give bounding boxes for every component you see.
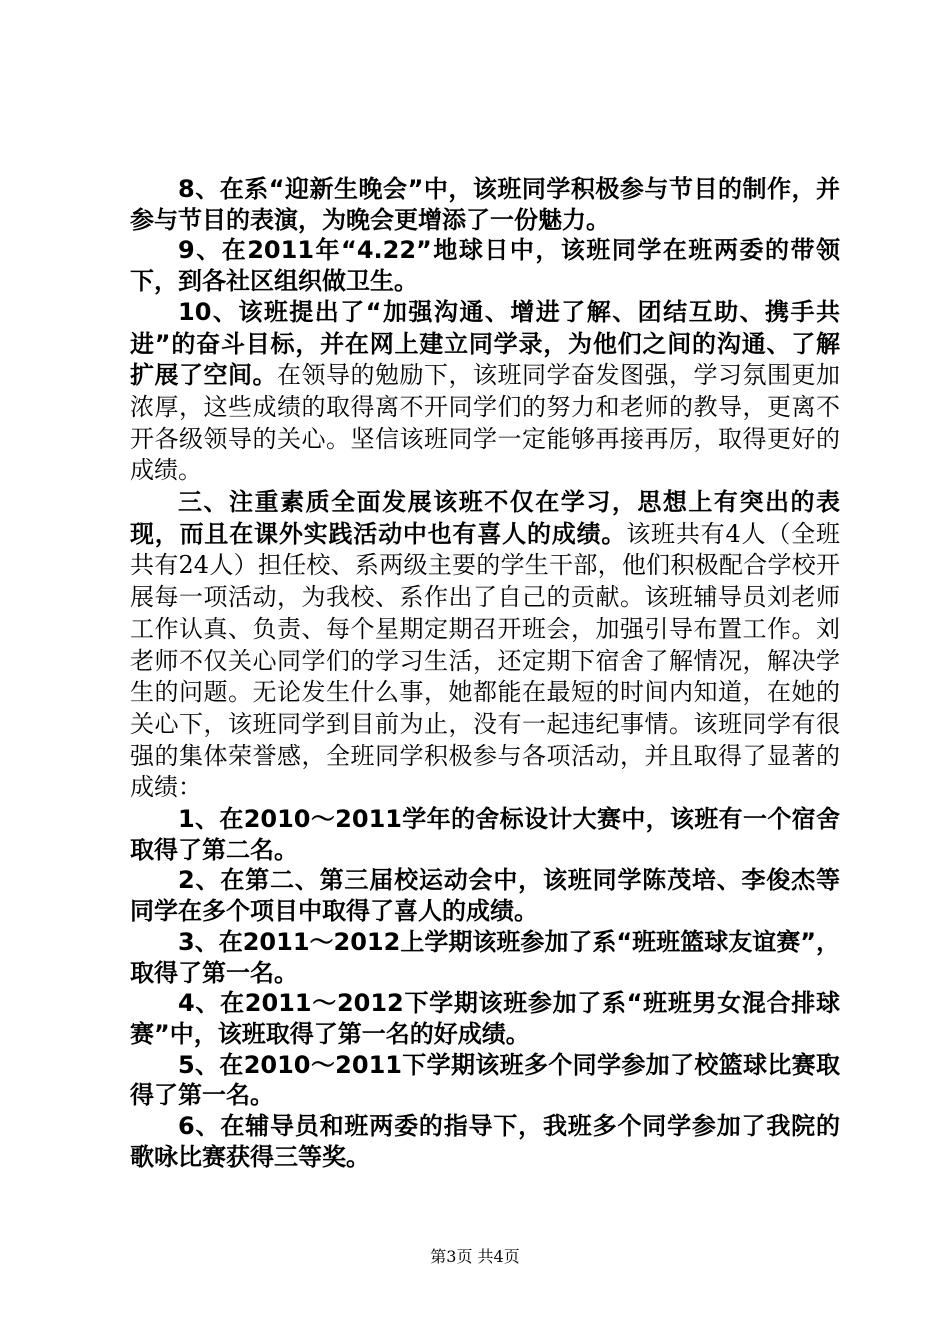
paragraph-text: 9、在2011年“4.22”地球日中，该班同学在班两委的带领下，到各社区组织做卫生。 [130, 236, 840, 296]
paragraph-text: 5、在2010～2011下学期该班多个同学参加了校篮球比赛取得了第一名。 [130, 1050, 840, 1110]
paragraph-plain-text: 该班共有4人（全班共有24人）担任校、系两级主要的学生干部，他们积极配合学校开展每一项活动，为我校、系作出了自己的贡献。该班辅导员刘老师工作认真、负责、每个星期定期召开班会，加强引导布置工作。刘老师不仅关心同学们的学习生活，还定期下宿舍了解情况，解决学生的问题。无论发生什么事，她都能在最短的时间内知道，在她的关心下，该班同学到目前为止，没有一起违纪事情。该班同学有很强的集体荣誉感，全班同学积极参与各项活动，并且取得了显著的成绩： [130, 519, 840, 802]
page-number-footer: 第3页 共4页 [430, 1247, 520, 1266]
paragraph-item-9 [130, 235, 840, 296]
paragraph-text: 2、在第二、第三届校运动会中，该班同学陈茂培、李俊杰等同学在多个项目中取得了喜人的成绩。 [130, 866, 840, 926]
document-body [130, 174, 840, 1173]
achievement-item-5 [130, 1050, 840, 1111]
achievement-item-4 [130, 988, 840, 1049]
paragraph-section-three [130, 487, 840, 804]
paragraph-text: 1、在2010～2011学年的舍标设计大赛中，该班有一个宿舍取得了第二名。 [130, 805, 840, 864]
paragraph-text: 6、在辅导员和班两委的指导下，我班多个同学参加了我院的歌咏比赛获得三等奖。 [130, 1112, 840, 1171]
achievement-item-3 [130, 927, 840, 988]
achievement-item-1 [130, 804, 840, 865]
paragraph-item-8 [130, 174, 840, 235]
paragraph-bold-text: 10、该班提出了“加强沟通、增进了解、团结互助、携手共进”的奋斗目标，并在网上建立同学录，为他们之间的沟通、了解扩展了空间。 [130, 297, 840, 390]
paragraph-plain-text: 在领导的勉励下，该班同学奋发图强，学习氛围更加浓厚，这些成绩的取得离不开同学们的努力和老师的教导，更离不开各级领导的关心。坚信该班同学一定能够再接再厉，取得更好的成绩。 [130, 361, 840, 485]
paragraph-text: 4、在2011～2012下学期该班参加了系“班班男女混合排球赛”中，该班取得了第一名的好成绩。 [130, 989, 840, 1048]
paragraph-bold-text: 三、注重素质全面发展该班不仅在学习，思想上有突出的表现，而且在课外实践活动中也有喜人的成绩。 [130, 488, 840, 548]
paragraph-item-10 [130, 297, 840, 487]
achievement-item-2 [130, 865, 840, 926]
paragraph-text: 3、在2011～2012上学期该班参加了系“班班篮球友谊赛”，取得了第一名。 [130, 927, 840, 987]
paragraph-text: 8、在系“迎新生晚会”中，该班同学积极参与节目的制作，并参与节目的表演，为晚会更增添了一份魅力。 [130, 175, 840, 234]
achievement-item-6 [130, 1111, 840, 1172]
